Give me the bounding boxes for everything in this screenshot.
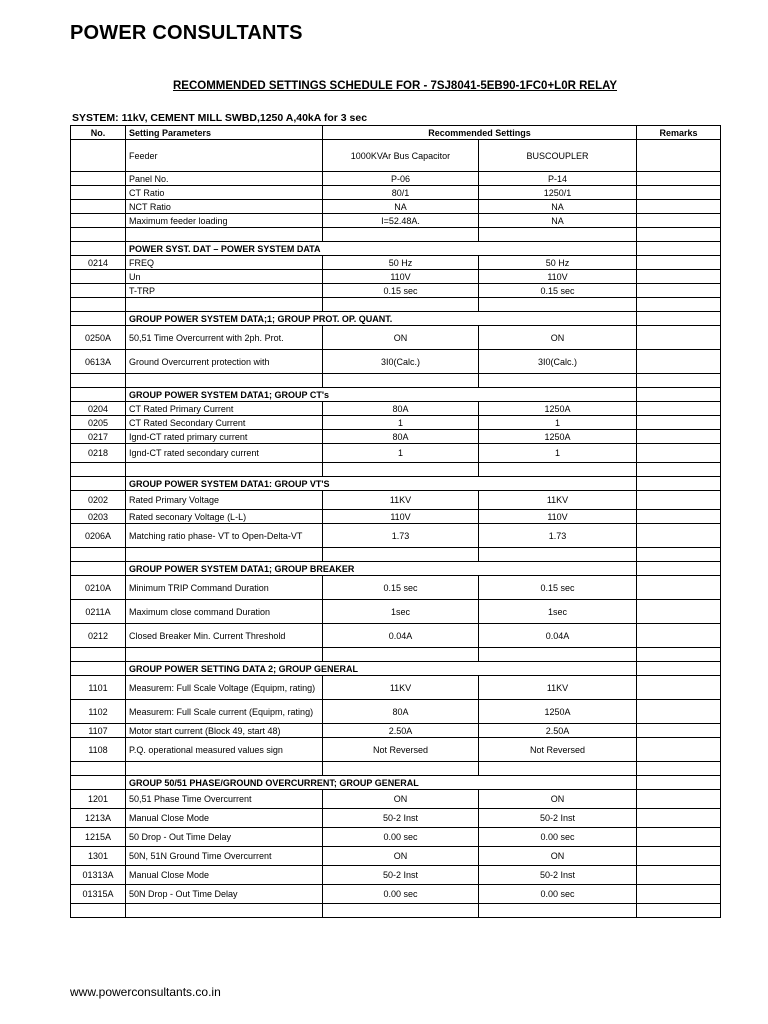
table-row xyxy=(71,416,721,430)
cell-no xyxy=(71,140,126,172)
cell-remarks xyxy=(637,416,721,430)
cell-remarks xyxy=(637,724,721,738)
col-header-no: No. xyxy=(71,126,126,140)
cell-value-2 xyxy=(479,228,637,242)
cell-value-2: ON xyxy=(479,326,637,350)
cell-param xyxy=(126,228,323,242)
cell-value-1 xyxy=(323,648,479,662)
cell-remarks xyxy=(637,600,721,624)
table-row xyxy=(71,172,721,186)
cell-value-2: 110V xyxy=(479,510,637,524)
cell-remarks xyxy=(637,576,721,600)
cell-remarks xyxy=(637,809,721,828)
section-title: POWER SYST. DAT – POWER SYSTEM DATA xyxy=(126,242,637,256)
table-row xyxy=(71,214,721,228)
cell-no: 1215A xyxy=(71,828,126,847)
cell-no: 0211A xyxy=(71,600,126,624)
cell-no xyxy=(71,648,126,662)
cell-param xyxy=(126,463,323,477)
cell-param: Manual Close Mode xyxy=(126,809,323,828)
blank-row xyxy=(71,228,721,242)
table-row xyxy=(71,256,721,270)
cell-param: CT Ratio xyxy=(126,186,323,200)
cell-value-2: 1 xyxy=(479,444,637,463)
cell-no: 0217 xyxy=(71,430,126,444)
cell-value-2: 3I0(Calc.) xyxy=(479,350,637,374)
cell-value-2: 1250A xyxy=(479,700,637,724)
cell-value-2 xyxy=(479,463,637,477)
cell-param: Ground Overcurrent protection with xyxy=(126,350,323,374)
cell-remarks xyxy=(637,388,721,402)
cell-param: Motor start current (Block 49, start 48) xyxy=(126,724,323,738)
cell-value-2: 0.15 sec xyxy=(479,576,637,600)
cell-value-1: 3I0(Calc.) xyxy=(323,350,479,374)
cell-remarks xyxy=(637,186,721,200)
cell-value-1: 50-2 Inst xyxy=(323,809,479,828)
cell-value-2: P-14 xyxy=(479,172,637,186)
section-title: GROUP POWER SYSTEM DATA1; GROUP CT's xyxy=(126,388,637,402)
blank-row xyxy=(71,463,721,477)
cell-value-2: 1250A xyxy=(479,430,637,444)
cell-no: 0613A xyxy=(71,350,126,374)
cell-value-1: NA xyxy=(323,200,479,214)
cell-no xyxy=(71,186,126,200)
cell-value-2: 1 xyxy=(479,416,637,430)
cell-param: 50,51 Phase Time Overcurrent xyxy=(126,790,323,809)
cell-value-1: 50 Hz xyxy=(323,256,479,270)
cell-remarks xyxy=(637,776,721,790)
cell-remarks xyxy=(637,738,721,762)
cell-no xyxy=(71,228,126,242)
table-row xyxy=(71,402,721,416)
cell-no: 1213A xyxy=(71,809,126,828)
cell-param: NCT Ratio xyxy=(126,200,323,214)
cell-param: 50N, 51N Ground Time Overcurrent xyxy=(126,847,323,866)
cell-value-1: P-06 xyxy=(323,172,479,186)
table-row xyxy=(71,809,721,828)
table-row xyxy=(71,847,721,866)
section-title: GROUP POWER SYSTEM DATA1; GROUP BREAKER xyxy=(126,562,637,576)
cell-param: 50,51 Time Overcurrent with 2ph. Prot. xyxy=(126,326,323,350)
section-row xyxy=(71,776,721,790)
cell-remarks xyxy=(637,562,721,576)
cell-value-2: 11KV xyxy=(479,491,637,510)
settings-table xyxy=(70,125,721,918)
cell-no xyxy=(71,548,126,562)
cell-no xyxy=(71,762,126,776)
section-title: GROUP 50/51 PHASE/GROUND OVERCURRENT; GROUP GENERAL xyxy=(126,776,637,790)
cell-value-2 xyxy=(479,298,637,312)
company-name: POWER CONSULTANTS xyxy=(70,22,303,44)
cell-value-1: ON xyxy=(323,847,479,866)
cell-value-2: 50-2 Inst xyxy=(479,809,637,828)
blank-row xyxy=(71,374,721,388)
section-title: GROUP POWER SYSTEM DATA;1; GROUP PROT. OP. QUANT. xyxy=(126,312,637,326)
table-row xyxy=(71,866,721,885)
cell-remarks xyxy=(637,463,721,477)
cell-no: 1101 xyxy=(71,676,126,700)
cell-remarks xyxy=(637,662,721,676)
cell-value-2: 0.04A xyxy=(479,624,637,648)
cell-remarks xyxy=(637,790,721,809)
cell-param: Ignd-CT rated primary current xyxy=(126,430,323,444)
cell-value-1: 110V xyxy=(323,270,479,284)
cell-value-2: 2.50A xyxy=(479,724,637,738)
cell-no xyxy=(71,242,126,256)
cell-param: CT Rated Secondary Current xyxy=(126,416,323,430)
cell-remarks xyxy=(637,847,721,866)
section-row xyxy=(71,662,721,676)
section-row xyxy=(71,312,721,326)
cell-value-2 xyxy=(479,648,637,662)
cell-remarks xyxy=(637,866,721,885)
cell-value-1: 11KV xyxy=(323,676,479,700)
table-row xyxy=(71,600,721,624)
cell-no: 0212 xyxy=(71,624,126,648)
cell-remarks xyxy=(637,140,721,172)
section-title: GROUP POWER SYSTEM DATA1: GROUP VT'S xyxy=(126,477,637,491)
section-row xyxy=(71,477,721,491)
cell-param: Ignd-CT rated secondary current xyxy=(126,444,323,463)
cell-no xyxy=(71,374,126,388)
col-header-recommended: Recommended Settings xyxy=(323,126,637,140)
cell-value-2: 110V xyxy=(479,270,637,284)
cell-value-1 xyxy=(323,228,479,242)
cell-value-1 xyxy=(323,548,479,562)
blank-row xyxy=(71,298,721,312)
cell-no: 0203 xyxy=(71,510,126,524)
cell-no: 1201 xyxy=(71,790,126,809)
cell-remarks xyxy=(637,326,721,350)
table-row xyxy=(71,326,721,350)
cell-remarks xyxy=(637,350,721,374)
cell-value-1: ON xyxy=(323,790,479,809)
cell-value-1: 0.00 sec xyxy=(323,828,479,847)
cell-param: Closed Breaker Min. Current Threshold xyxy=(126,624,323,648)
table-row xyxy=(71,491,721,510)
section-row xyxy=(71,388,721,402)
cell-value-2: 0.00 sec xyxy=(479,828,637,847)
section-title: GROUP POWER SETTING DATA 2; GROUP GENERAL xyxy=(126,662,637,676)
cell-remarks xyxy=(637,762,721,776)
cell-remarks xyxy=(637,284,721,298)
cell-value-1: 1sec xyxy=(323,600,479,624)
cell-remarks xyxy=(637,548,721,562)
cell-remarks xyxy=(637,430,721,444)
cell-value-1: 1000KVAr Bus Capacitor xyxy=(323,140,479,172)
cell-value-2: 0.15 sec xyxy=(479,284,637,298)
cell-no xyxy=(71,284,126,298)
cell-value-1: 110V xyxy=(323,510,479,524)
cell-value-1 xyxy=(323,463,479,477)
cell-value-1: I=52.48A. xyxy=(323,214,479,228)
cell-param: Measurem: Full Scale Voltage (Equipm, rating) xyxy=(126,676,323,700)
cell-no: 0218 xyxy=(71,444,126,463)
cell-no xyxy=(71,298,126,312)
cell-param: Feeder xyxy=(126,140,323,172)
table-row xyxy=(71,738,721,762)
cell-param: T-TRP xyxy=(126,284,323,298)
system-description: SYSTEM: 11kV, CEMENT MILL SWBD,1250 A,40kA for 3 sec xyxy=(72,112,368,124)
cell-remarks xyxy=(637,298,721,312)
cell-remarks xyxy=(637,904,721,918)
table-row xyxy=(71,200,721,214)
cell-no xyxy=(71,388,126,402)
cell-remarks xyxy=(637,214,721,228)
cell-remarks xyxy=(637,510,721,524)
section-row xyxy=(71,242,721,256)
footer-url: www.powerconsultants.co.in xyxy=(70,985,221,999)
cell-value-2: 50 Hz xyxy=(479,256,637,270)
cell-no xyxy=(71,776,126,790)
cell-remarks xyxy=(637,477,721,491)
cell-no: 0210A xyxy=(71,576,126,600)
cell-value-2: 0.00 sec xyxy=(479,885,637,904)
cell-no xyxy=(71,904,126,918)
blank-row xyxy=(71,762,721,776)
cell-value-1: Not Reversed xyxy=(323,738,479,762)
cell-param xyxy=(126,904,323,918)
cell-value-2: 1.73 xyxy=(479,524,637,548)
blank-row xyxy=(71,548,721,562)
cell-no xyxy=(71,312,126,326)
cell-remarks xyxy=(637,524,721,548)
cell-no: 1108 xyxy=(71,738,126,762)
cell-value-2: NA xyxy=(479,200,637,214)
cell-param xyxy=(126,648,323,662)
cell-remarks xyxy=(637,172,721,186)
cell-value-1: 0.15 sec xyxy=(323,576,479,600)
cell-value-1 xyxy=(323,762,479,776)
cell-remarks xyxy=(637,374,721,388)
cell-remarks xyxy=(637,200,721,214)
cell-no: 0206A xyxy=(71,524,126,548)
cell-param: Matching ratio phase- VT to Open-Delta-VT xyxy=(126,524,323,548)
table-row xyxy=(71,790,721,809)
cell-no xyxy=(71,463,126,477)
section-row xyxy=(71,562,721,576)
cell-no: 01313A xyxy=(71,866,126,885)
table-row xyxy=(71,284,721,298)
cell-no: 0214 xyxy=(71,256,126,270)
cell-param: Panel No. xyxy=(126,172,323,186)
cell-no xyxy=(71,214,126,228)
cell-value-1: 80/1 xyxy=(323,186,479,200)
cell-remarks xyxy=(637,242,721,256)
cell-value-2: ON xyxy=(479,847,637,866)
cell-remarks xyxy=(637,444,721,463)
cell-param: Manual Close Mode xyxy=(126,866,323,885)
cell-param: Rated seconary Voltage (L-L) xyxy=(126,510,323,524)
cell-no: 0250A xyxy=(71,326,126,350)
cell-param: CT Rated Primary Current xyxy=(126,402,323,416)
cell-value-1: 0.00 sec xyxy=(323,885,479,904)
table-row xyxy=(71,576,721,600)
blank-row xyxy=(71,904,721,918)
cell-remarks xyxy=(637,624,721,648)
cell-value-2: 1250/1 xyxy=(479,186,637,200)
cell-param: P.Q. operational measured values sign xyxy=(126,738,323,762)
table-row xyxy=(71,524,721,548)
cell-value-1: 0.15 sec xyxy=(323,284,479,298)
cell-no: 1301 xyxy=(71,847,126,866)
table-row xyxy=(71,724,721,738)
cell-value-2 xyxy=(479,548,637,562)
col-header-remarks: Remarks xyxy=(637,126,721,140)
cell-value-1: 50-2 Inst xyxy=(323,866,479,885)
cell-value-1: 80A xyxy=(323,402,479,416)
cell-remarks xyxy=(637,828,721,847)
cell-value-2: Not Reversed xyxy=(479,738,637,762)
cell-remarks xyxy=(637,648,721,662)
cell-value-1: 11KV xyxy=(323,491,479,510)
cell-no: 01315A xyxy=(71,885,126,904)
cell-value-2: BUSCOUPLER xyxy=(479,140,637,172)
cell-remarks xyxy=(637,676,721,700)
cell-value-1: ON xyxy=(323,326,479,350)
cell-value-1 xyxy=(323,904,479,918)
cell-value-1: 1 xyxy=(323,416,479,430)
cell-remarks xyxy=(637,885,721,904)
cell-param xyxy=(126,374,323,388)
table-row xyxy=(71,270,721,284)
cell-value-2: 1250A xyxy=(479,402,637,416)
cell-value-1: 80A xyxy=(323,700,479,724)
cell-no: 1102 xyxy=(71,700,126,724)
cell-value-2: 11KV xyxy=(479,676,637,700)
cell-remarks xyxy=(637,270,721,284)
table-header-row xyxy=(71,126,721,140)
cell-param xyxy=(126,298,323,312)
cell-no: 0202 xyxy=(71,491,126,510)
cell-value-2: 50-2 Inst xyxy=(479,866,637,885)
cell-no: 0204 xyxy=(71,402,126,416)
table-row xyxy=(71,510,721,524)
cell-param: Un xyxy=(126,270,323,284)
cell-no: 1107 xyxy=(71,724,126,738)
cell-value-1 xyxy=(323,298,479,312)
cell-remarks xyxy=(637,402,721,416)
table-body xyxy=(71,140,721,918)
cell-remarks xyxy=(637,312,721,326)
cell-no: 0205 xyxy=(71,416,126,430)
cell-param: Rated Primary Voltage xyxy=(126,491,323,510)
cell-no xyxy=(71,477,126,491)
cell-value-2 xyxy=(479,762,637,776)
table-row xyxy=(71,700,721,724)
cell-param: Minimum TRIP Command Duration xyxy=(126,576,323,600)
cell-value-1: 0.04A xyxy=(323,624,479,648)
cell-param: Maximum feeder loading xyxy=(126,214,323,228)
cell-value-1: 1.73 xyxy=(323,524,479,548)
cell-no xyxy=(71,662,126,676)
cell-no xyxy=(71,200,126,214)
table-row xyxy=(71,350,721,374)
table-row xyxy=(71,828,721,847)
cell-value-2 xyxy=(479,904,637,918)
document-heading: RECOMMENDED SETTINGS SCHEDULE FOR - 7SJ8041-5EB90-1FC0+L0R RELAY xyxy=(172,80,618,92)
cell-value-1: 2.50A xyxy=(323,724,479,738)
table-row xyxy=(71,444,721,463)
cell-param xyxy=(126,548,323,562)
cell-param: 50 Drop - Out Time Delay xyxy=(126,828,323,847)
table-row xyxy=(71,186,721,200)
col-header-param: Setting Parameters xyxy=(126,126,323,140)
cell-value-2: NA xyxy=(479,214,637,228)
cell-no xyxy=(71,172,126,186)
table-row xyxy=(71,430,721,444)
cell-param: FREQ xyxy=(126,256,323,270)
cell-no xyxy=(71,270,126,284)
cell-value-2 xyxy=(479,374,637,388)
cell-param: Maximum close command Duration xyxy=(126,600,323,624)
table-row xyxy=(71,676,721,700)
cell-remarks xyxy=(637,700,721,724)
cell-remarks xyxy=(637,228,721,242)
cell-value-2: 1sec xyxy=(479,600,637,624)
cell-remarks xyxy=(637,491,721,510)
cell-param: Measurem: Full Scale current (Equipm, rating) xyxy=(126,700,323,724)
cell-value-2: ON xyxy=(479,790,637,809)
cell-no xyxy=(71,562,126,576)
cell-param xyxy=(126,762,323,776)
blank-row xyxy=(71,648,721,662)
cell-value-1: 80A xyxy=(323,430,479,444)
table-row xyxy=(71,624,721,648)
cell-value-1 xyxy=(323,374,479,388)
table-row xyxy=(71,885,721,904)
cell-remarks xyxy=(637,256,721,270)
cell-value-1: 1 xyxy=(323,444,479,463)
cell-param: 50N Drop - Out Time Delay xyxy=(126,885,323,904)
table-row xyxy=(71,140,721,172)
